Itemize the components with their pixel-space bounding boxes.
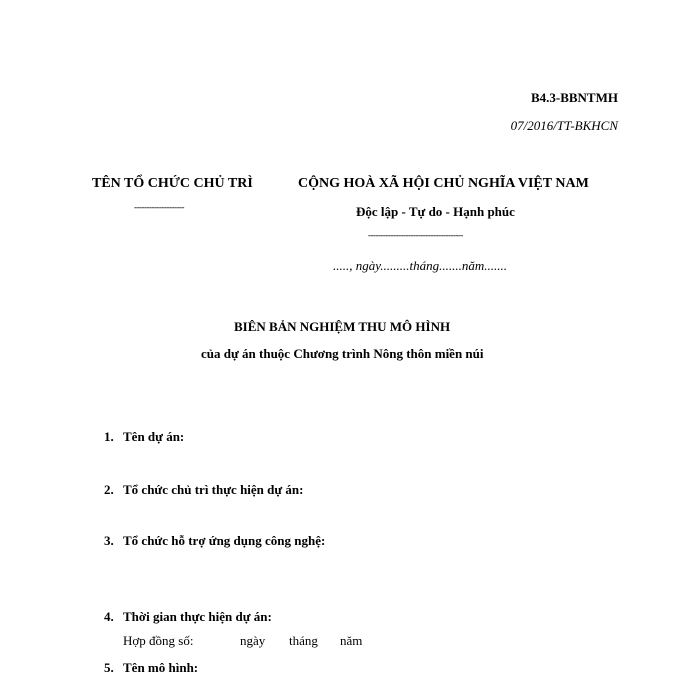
contract-year: năm (340, 633, 363, 648)
organization-name: TÊN TỔ CHỨC CHỦ TRÌ (92, 176, 253, 191)
item-label: Thời gian thực hiện dự án: (123, 609, 272, 624)
item-label: Tổ chức chủ trì thực hiện dự án: (123, 482, 304, 497)
circular-reference: 07/2016/TT-BKHCN (510, 118, 618, 133)
item-label: Tổ chức hỗ trợ ứng dụng công nghệ: (123, 533, 326, 548)
contract-label: Hợp đồng số: (123, 633, 194, 648)
list-item (104, 608, 272, 626)
country-name: CỘNG HOÀ XÃ HỘI CHỦ NGHĨA VIỆT NAM (298, 176, 589, 191)
item-number: 2. (104, 482, 114, 497)
motto-separator: -------------------------------------- (368, 230, 463, 240)
item-number: 1. (104, 429, 114, 444)
national-motto: Độc lập - Tự do - Hạnh phúc (356, 204, 515, 219)
list-item (104, 428, 184, 446)
contract-day: ngày (240, 633, 266, 648)
document-title: BIÊN BẢN NGHIỆM THU MÔ HÌNH (234, 319, 451, 334)
form-code: B4.3-BBNTMH (530, 90, 618, 105)
item-label: Tên mô hình: (123, 660, 199, 675)
document-subtitle: của dự án thuộc Chương trình Nông thôn miền núi (201, 346, 484, 361)
item-number: 3. (104, 533, 114, 548)
item-number: 4. (104, 609, 114, 624)
list-item (104, 659, 198, 677)
list-item (104, 532, 325, 550)
date-line: ....., ngày.........tháng.......năm....... (333, 258, 508, 273)
item-number: 5. (104, 660, 114, 675)
contract-month: tháng (289, 633, 318, 648)
item-label: Tên dự án: (123, 429, 185, 444)
list-item (104, 481, 304, 499)
organization-separator: -------------------- (134, 202, 184, 212)
